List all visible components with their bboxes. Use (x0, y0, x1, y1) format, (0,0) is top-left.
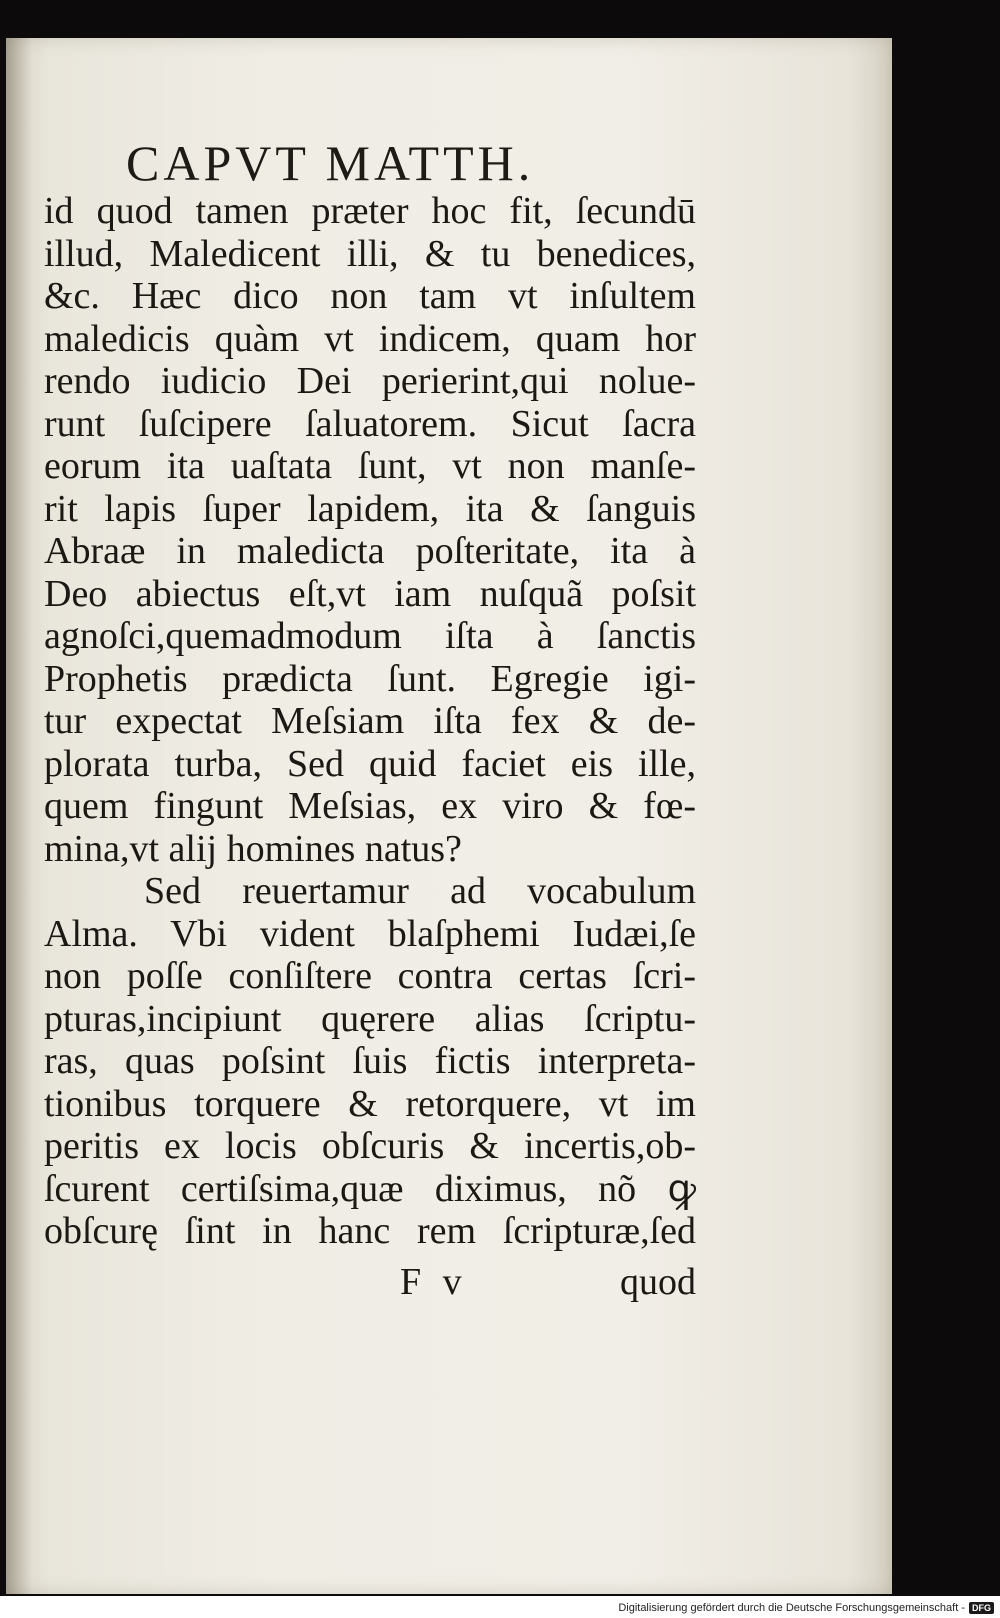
text-line: runt ſuſcipere ſaluatorem. Sicut ſacra (44, 402, 696, 445)
text-line: pturas,incipiunt quęrere alias ſcriptu- (44, 997, 696, 1040)
text-line: Abraæ in maledicta poſteritate, ita à (44, 530, 696, 572)
catchword: quod (620, 1261, 696, 1303)
text-line: maledicis quàm vt indicem, quam hor (44, 317, 696, 360)
text-line: &c. Hæc dico non tam vt inſultem (44, 275, 696, 317)
text-line: non poſſe conſiſtere contra certas ſcri- (44, 955, 696, 997)
text-line: ſcurent certiſsima,quæ diximus, nõ ꝙ (44, 1167, 696, 1210)
text-line: tur expectat Meſsiam iſta fex & de- (44, 700, 696, 742)
gutter-shadow (6, 38, 32, 1594)
credit-text: Digitalisierung gefördert durch die Deutsche Forschungsgemeinschaft - (618, 1602, 965, 1614)
text-line: peritis ex locis obſcuris & incertis,ob- (44, 1125, 696, 1167)
text-line: plorata turba, Sed quid faciet eis ille, (44, 742, 696, 785)
digitization-credit (618, 1600, 994, 1616)
dfg-logo: DFG (969, 1602, 994, 1614)
text-line: ras, quas poſsint ſuis fictis interpreta- (44, 1040, 696, 1082)
text-line: Prophetis prædicta ſunt. Egregie igi- (44, 657, 696, 700)
running-head: CAPVT MATTH. (126, 135, 535, 191)
text-line: mina,vt alij homines natus? (44, 827, 462, 870)
text-line: rit lapis ſuper lapidem, ita & ſanguis (44, 487, 696, 530)
text-line: agnoſci,quemadmodum iſta à ſanctis (44, 615, 696, 657)
text-line: illud, Maledicent illi, & tu benedices, (44, 232, 696, 275)
text-line: tionibus torquere & retorquere, vt im (44, 1082, 696, 1125)
text-line: id quod tamen præter hoc fit, ſecundū (44, 190, 696, 232)
text-line-paragraph-start: Sed reuertamur ad vocabulum (144, 870, 696, 912)
text-line: quem fingunt Meſsias, ex viro & fœ- (44, 785, 696, 827)
text-line: eorum ita uaſtata ſunt, vt non manſe- (44, 445, 696, 487)
text-line: Deo abiectus eſt,vt iam nuſquã poſsit (44, 572, 696, 615)
text-line: obſcurę ſint in hanc rem ſcripturæ,ſed (44, 1210, 696, 1252)
text-line: Alma. Vbi vident blaſphemi Iudæi,ſe (44, 912, 696, 955)
text-line: rendo iudicio Dei perierint,qui nolue- (44, 360, 696, 402)
page-footer (44, 1260, 696, 1304)
text-block (44, 190, 696, 1253)
signature-mark: F v (400, 1261, 468, 1303)
